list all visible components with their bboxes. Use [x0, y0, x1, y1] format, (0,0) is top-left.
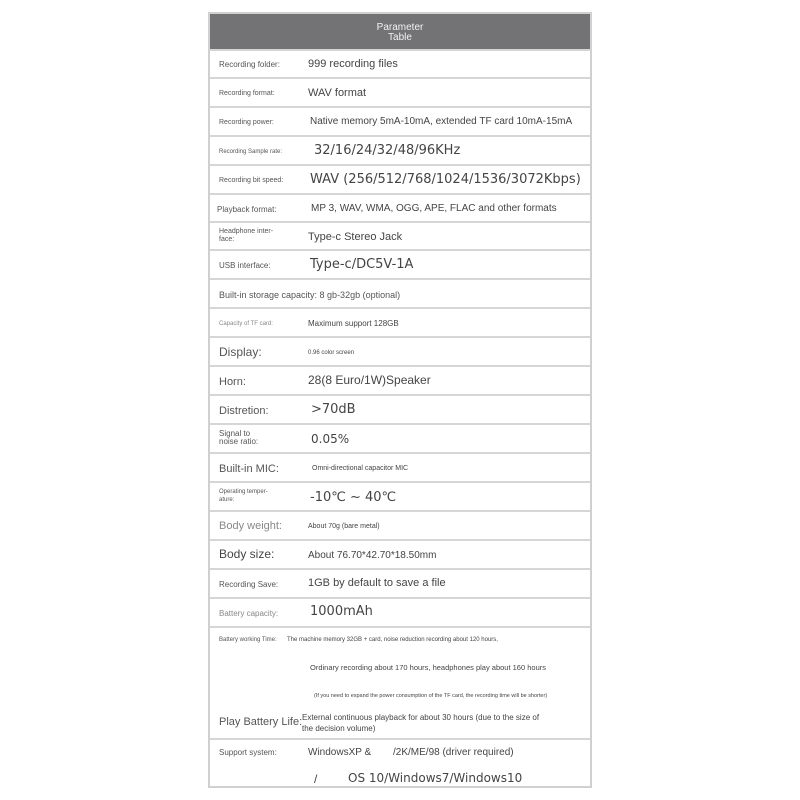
sub-value-line-2: the decision volume): [302, 724, 376, 733]
row-label-line-2: face:: [219, 236, 235, 243]
table-row: [210, 394, 590, 423]
row-label: Battery working Time:: [219, 637, 277, 643]
row-label: Display:: [219, 345, 262, 359]
table-row: [210, 365, 590, 394]
row-label: Body weight:: [219, 520, 282, 532]
row-value: Type-c Stereo Jack: [308, 231, 403, 243]
row-label: Built-in MIC:: [219, 463, 279, 475]
row-value: 999 recording files: [308, 58, 398, 70]
table-row: [210, 481, 590, 510]
table-row: [210, 106, 590, 135]
row-value: MP 3, WAV, WMA, OGG, APE, FLAC and other formats: [311, 203, 557, 214]
row-value-slash: /: [314, 772, 318, 786]
table-row: [210, 510, 590, 539]
row-value: >70dB: [311, 402, 356, 417]
sub-value: [302, 712, 539, 734]
table-row: [210, 336, 590, 365]
table-row: [210, 193, 590, 221]
row-label: Recording Save:: [219, 580, 279, 589]
row-value: Omni-directional capacitor MIC: [312, 465, 409, 472]
table-row: [210, 307, 590, 336]
row-label: Distretion:: [219, 405, 269, 417]
table-row: [210, 278, 590, 307]
row-label: USB interface:: [219, 261, 271, 270]
table-header: [210, 14, 590, 49]
header-title-line-2: Table: [388, 32, 412, 43]
table-row: [210, 452, 590, 481]
row-value: 0.05%: [311, 432, 350, 446]
row-label: Playback format:: [217, 205, 277, 214]
row-value: 32/16/24/32/48/96KHz: [314, 143, 461, 158]
row-label: [219, 430, 258, 446]
row-value: About 70g (bare metal): [308, 523, 380, 530]
row-value: Type-c/DC5V-1A: [310, 257, 414, 272]
row-label: Body size:: [219, 547, 275, 561]
row-label: [219, 228, 273, 244]
row-value-part-2: /2K/ME/98 (driver required): [393, 747, 514, 758]
sub-value-line-1: External continuous playback for about 30 hours (due to the size of: [302, 713, 540, 722]
row-value-line-3: (If you need to expand the power consumption of the TF card, the recording time will be shorter): [314, 693, 548, 699]
row-value-line-2: Ordinary recording about 170 hours, headphones play about 160 hours: [310, 663, 546, 672]
row-label: Recording bit speed:: [219, 177, 284, 184]
table-row: [210, 221, 590, 249]
row-label: Recording power:: [219, 119, 274, 126]
row-label: Recording folder:: [219, 60, 280, 69]
row-label-line-2: noise ratio:: [219, 437, 259, 446]
row-value-part-1: WindowsXP &: [308, 747, 372, 758]
table-row-support-system: [210, 738, 590, 788]
sub-label-play-battery-life: Play Battery Life:: [219, 716, 303, 728]
header-title-line-1: Parameter: [376, 22, 424, 33]
table-row-battery-time: [210, 626, 590, 738]
row-value: About 76.70*42.70*18.50mm: [308, 550, 437, 561]
row-value: Maximum support 128GB: [308, 319, 399, 328]
table-row: [210, 539, 590, 568]
row-value: 0.96 color screen: [308, 350, 355, 356]
table-row: [210, 568, 590, 597]
row-value: 1GB by default to save a file: [308, 577, 446, 589]
row-label: Horn:: [219, 376, 246, 388]
parameter-table: [208, 12, 592, 788]
row-label-line-1: Operating temper-: [219, 489, 268, 495]
row-value: WAV format: [308, 87, 367, 99]
row-label-line-2: ature:: [219, 497, 235, 503]
table-row: [210, 597, 590, 626]
row-value: WAV (256/512/768/1024/1536/3072Kbps): [310, 172, 581, 187]
row-value: 28(8 Euro/1W)Speaker: [308, 373, 431, 387]
row-label: Battery capacity:: [219, 609, 279, 618]
row-label-line-1: Headphone inter-: [219, 228, 274, 235]
table-row: [210, 77, 590, 106]
row-value: -10℃ ~ 40℃: [310, 490, 397, 505]
row-value: 1000mAh: [310, 604, 373, 619]
row-label: Capacity of TF card:: [219, 321, 273, 327]
table-row: [210, 49, 590, 77]
table-row: [210, 249, 590, 278]
table-row: [210, 164, 590, 193]
row-value-line-1: The machine memory 32GB + card, noise reduction recording about 120 hours,: [287, 637, 498, 643]
row-label: Recording Sample rate:: [219, 149, 283, 155]
row-label: Recording format:: [219, 90, 275, 97]
table-row: [210, 135, 590, 164]
row-label: [219, 488, 268, 504]
row-value-os-list: OS 10/Windows7/Windows10: [348, 771, 523, 785]
row-label: Support system:: [219, 748, 277, 757]
table-row: [210, 423, 590, 452]
row-label: Built-in storage capacity: 8 gb-32gb (optional): [219, 290, 401, 300]
row-value: Native memory 5mA-10mA, extended TF card 10mA-15mA: [310, 116, 573, 127]
row-label-line-1: Signal to: [219, 429, 251, 438]
